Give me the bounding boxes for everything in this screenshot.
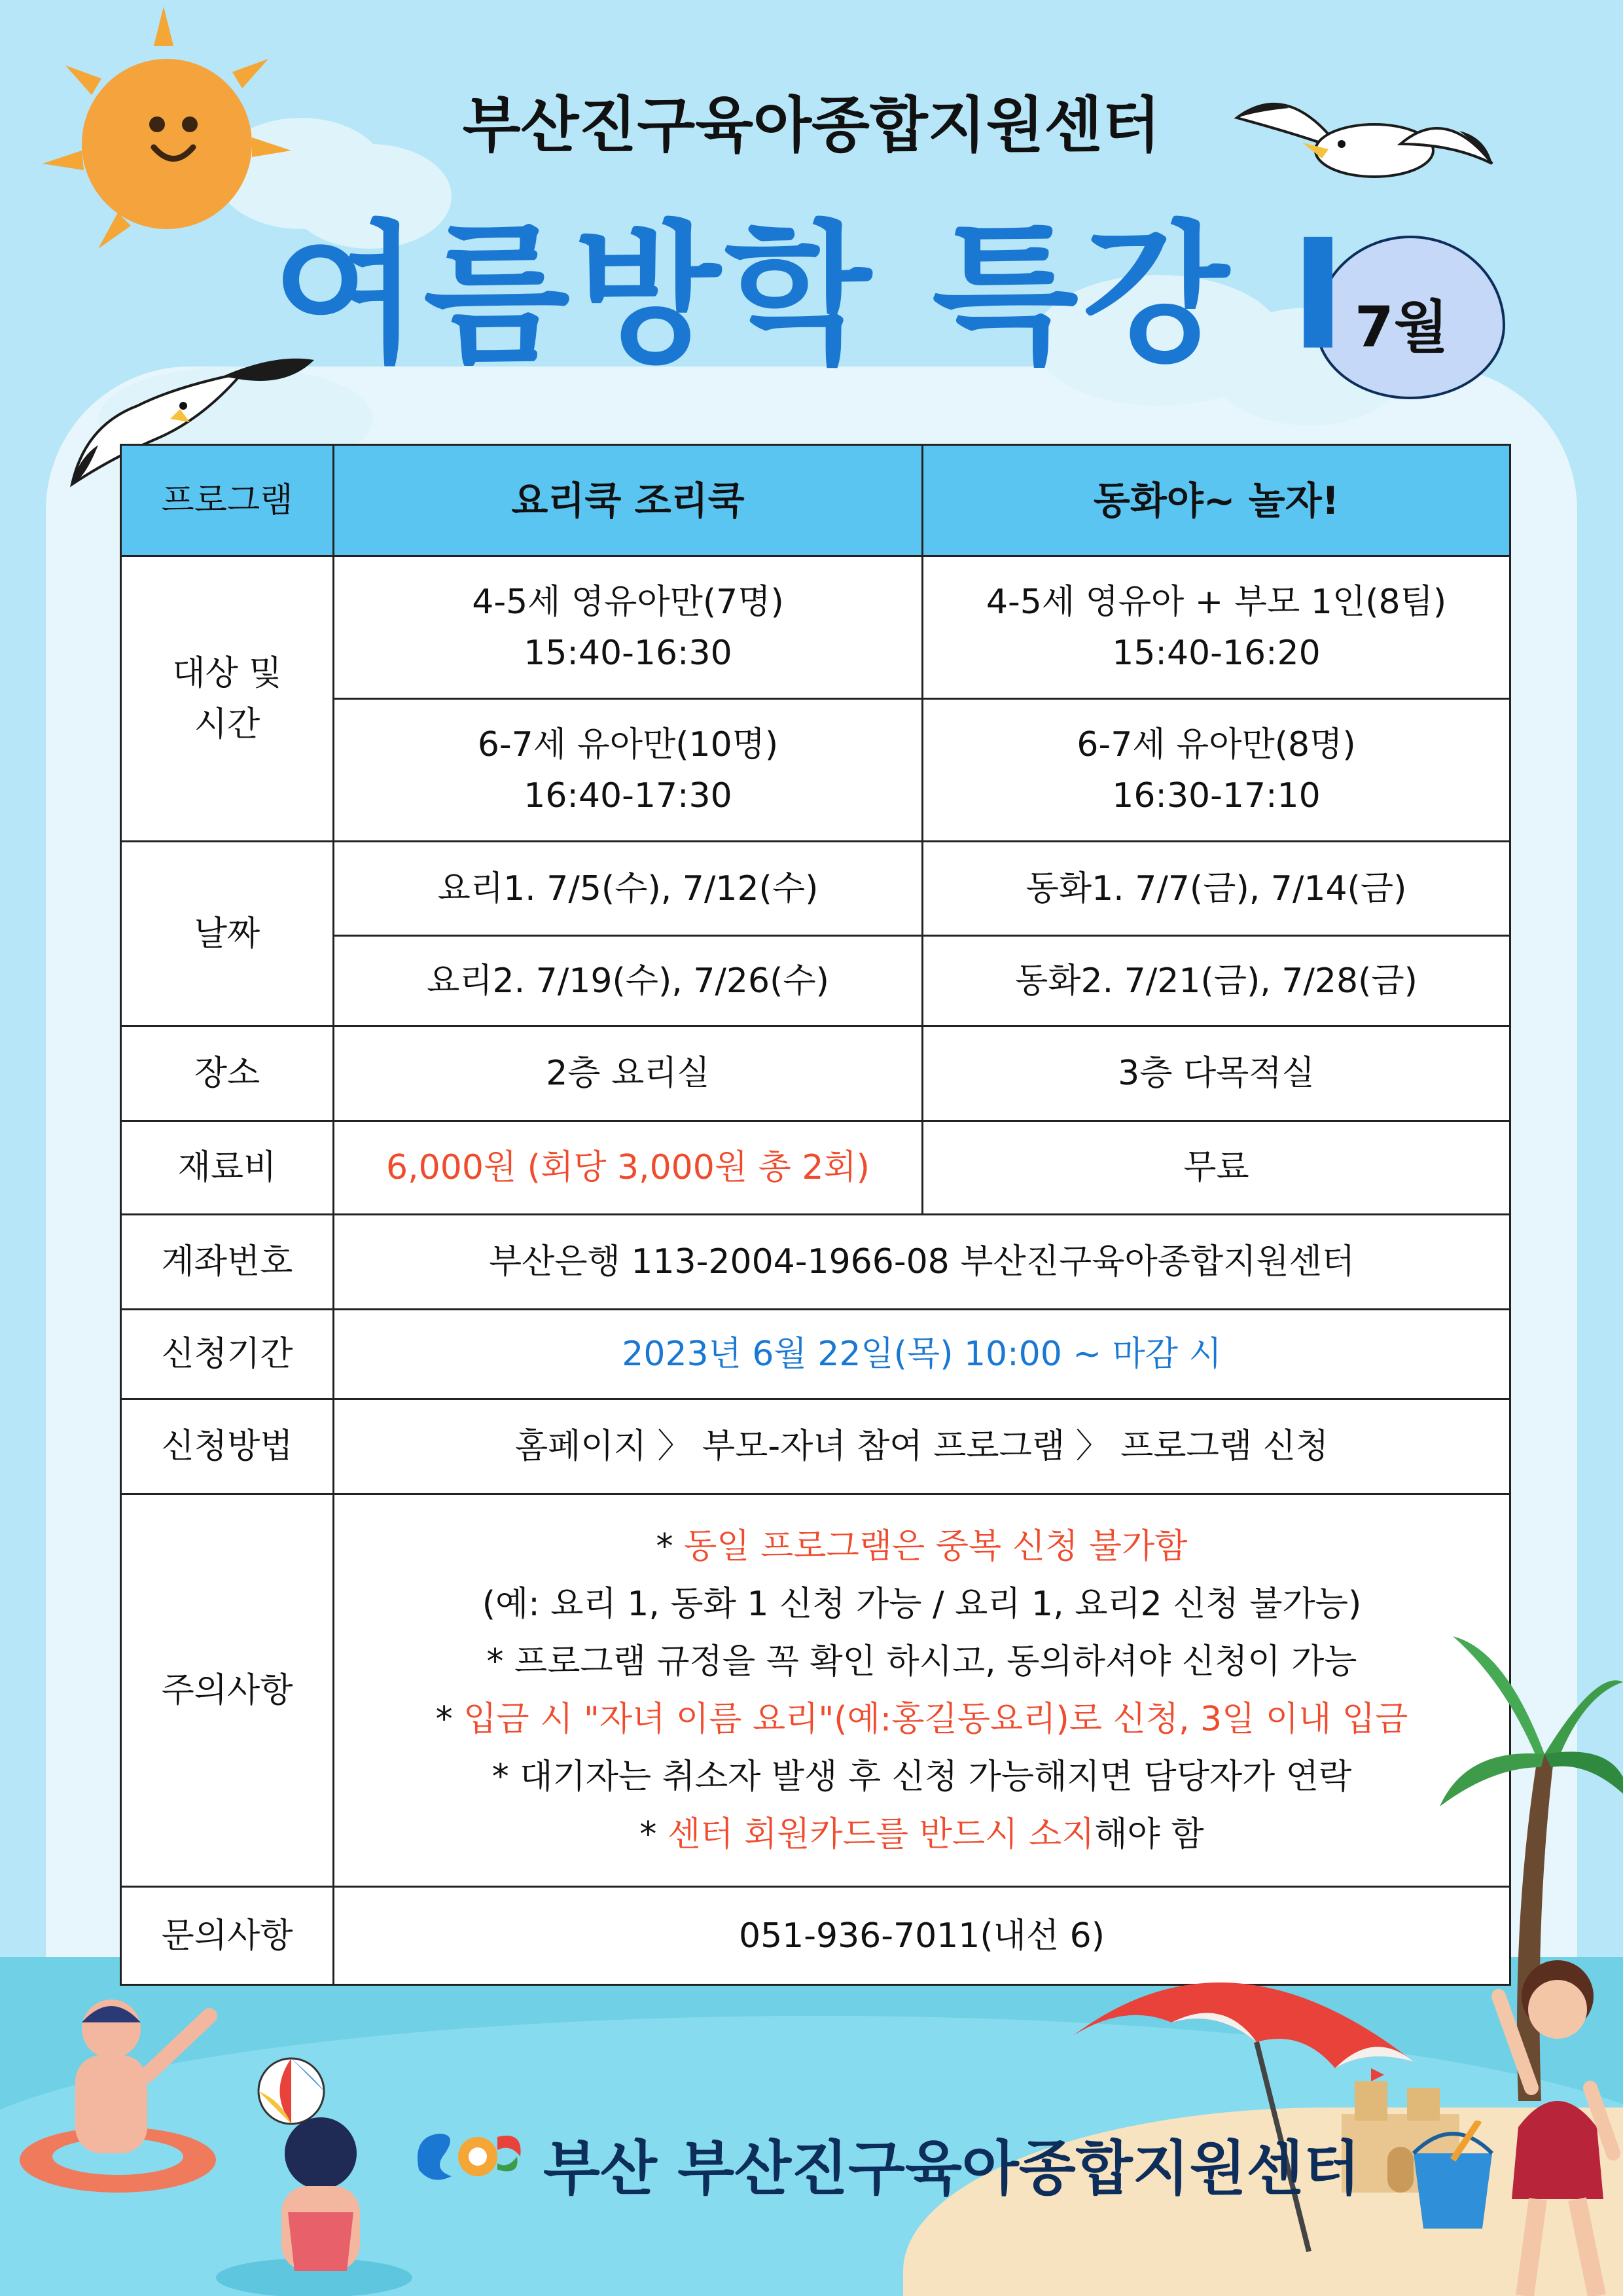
program-table: [120, 444, 1511, 1986]
month-label: 7월: [1355, 295, 1448, 360]
notice-member-card-rest: 해야 함: [1094, 1814, 1204, 1854]
table-row: [121, 1121, 1510, 1215]
contact-value: 051-936-7011(내선 6): [334, 1887, 1510, 1985]
target-a2-group: 6-7세 유아만(10명): [477, 725, 779, 764]
notice-line-5: * 대기자는 취소자 발생 후 신청 가능해지면 담당자가 연락: [491, 1757, 1352, 1797]
girl-stretching-icon: [1472, 1957, 1623, 2296]
date-b1: 동화1. 7/7(금), 7/14(금): [923, 842, 1510, 936]
place-label: 장소: [121, 1026, 334, 1121]
program-b-title: 동화야~ 놀자!: [923, 445, 1510, 556]
notice-line-6: [334, 1806, 1509, 1863]
target-b1-time: 15:40-16:20: [1112, 633, 1321, 673]
fee-a: 6,000원 (회당 3,000원 총 2회): [334, 1121, 923, 1215]
notice-label: 주의사항: [121, 1494, 334, 1887]
target-b2-cell: [923, 699, 1510, 842]
table-row: [121, 842, 1510, 936]
account-label: 계좌번호: [121, 1215, 334, 1310]
table-row: [121, 1310, 1510, 1399]
fee-b: 무료: [923, 1121, 1510, 1215]
notice-cell: [334, 1494, 1510, 1887]
page-title: 여름방학 특강 I: [272, 207, 1351, 384]
target-a2-cell: [334, 699, 923, 842]
table-row: [121, 1215, 1510, 1310]
table-row: [121, 1399, 1510, 1494]
date-b2: 동화2. 7/21(금), 7/28(금): [923, 936, 1510, 1026]
fee-label: 재료비: [121, 1121, 334, 1215]
notice-line-1: [334, 1518, 1509, 1575]
footer-organization: 부산 부산진구육아종합지원센터: [543, 2134, 1361, 2203]
target-b1-group: 4-5세 영유아 + 부모 1인(8팀): [986, 582, 1447, 622]
period-label: 신청기간: [121, 1310, 334, 1399]
program-a-title: 요리쿡 조리쿡: [334, 445, 923, 556]
target-a1-time: 15:40-16:30: [524, 633, 732, 673]
period-value: 2023년 6월 22일(목) 10:00 ~ 마감 시: [334, 1310, 1510, 1399]
table-row: [121, 1026, 1510, 1121]
organization-name: 부산진구육아종합지원센터: [462, 90, 1161, 160]
place-b: 3층 다목적실: [923, 1026, 1510, 1121]
swimmer-girl-icon: [216, 2101, 412, 2296]
notice-line-2: (예: 요리 1, 동화 1 신청 가능 / 요리 1, 요리2 신청 불가능): [482, 1584, 1362, 1624]
date-label: 날짜: [121, 842, 334, 1026]
account-value: 부산은행 113-2004-1966-08 부산진구육아종합지원센터: [334, 1215, 1510, 1310]
notice-bullet: *: [656, 1526, 685, 1566]
target-a1-cell: [334, 556, 923, 699]
method-value: 홈페이지 〉 부모-자녀 참여 프로그램 〉 프로그램 신청: [334, 1399, 1510, 1494]
method-label: 신청방법: [121, 1399, 334, 1494]
table-row: [121, 1494, 1510, 1887]
contact-label: 문의사항: [121, 1887, 334, 1985]
target-label: 대상 및 시간: [172, 653, 282, 744]
notice-member-card: 센터 회원카드를 반드시 소지: [667, 1814, 1095, 1854]
target-b2-group: 6-7세 유아만(8명): [1077, 725, 1356, 764]
target-b1-cell: [923, 556, 1510, 699]
notice-deposit: 입금 시 "자녀 이름 요리"(예:홍길동요리)로 신청, 3일 이내 입금: [463, 1699, 1408, 1739]
notice-bullet: *: [639, 1814, 668, 1854]
notice-duplicate: 동일 프로그램은 중복 신청 불가함: [684, 1526, 1188, 1566]
place-a: 2층 요리실: [334, 1026, 923, 1121]
notice-bullet: *: [435, 1699, 464, 1739]
table-row: [121, 556, 1510, 699]
date-a2: 요리2. 7/19(수), 7/26(수): [334, 936, 923, 1026]
target-label-cell: [121, 556, 334, 842]
table-header-row: [121, 445, 1510, 556]
target-a1-group: 4-5세 영유아만(7명): [472, 582, 784, 622]
program-header-label: 프로그램: [121, 445, 334, 556]
target-b2-time: 16:30-17:10: [1112, 776, 1321, 816]
target-a2-time: 16:40-17:30: [524, 776, 732, 816]
date-a1: 요리1. 7/5(수), 7/12(수): [334, 842, 923, 936]
notice-line-3: * 프로그램 규정을 꼭 확인 하시고, 동의하셔야 신청이 가능: [486, 1641, 1357, 1681]
center-logo-icon: [406, 2117, 530, 2189]
swimmer-icon: [13, 1990, 249, 2199]
notice-line-4: [334, 1691, 1509, 1748]
